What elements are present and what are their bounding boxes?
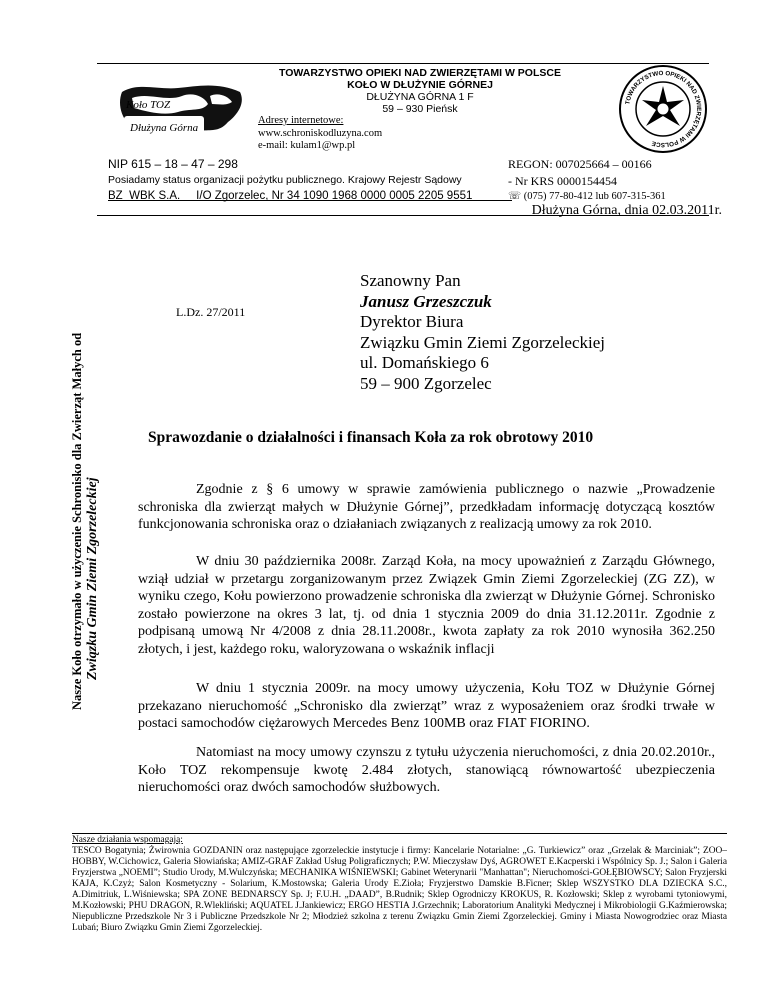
footer-sponsor-list: TESCO Bogatynia; Żwirownia GOZDANIN oraz następujące zgorzeleckie instytucje i firmy: Kancelarie Notarialne: „G. Turkiewicz” oraz „Grzelak & Marciniak”; ZOO–HOBBY, W.Cichowicz, Galeria Słowiańska; AMIZ-GRAF Zakład Usług Poligraficznych; P.W. Mieczysław Dyś, AGROWET E.Kacperski i Wspólnicy Sp. J.; Salon i Galeria Fryzjerstwa „NOEMI”; Studio Urody, M.Wulczyńska; MECHANIKA WIŚNIEWSKI; Gabinet Weterynarii "Manhattan"; Nieruchomości-GOŁĘBIOWSCY; Salon Fryzjerski KAJA, K.Czyż; Salon Kosmetyczny - Solarium, K.Mostowska; Galeria Urody E.Zioła; Fryzjerstwo Damskie B.Ficner; Sklep WSZYSTKO DLA DZIECKA S.C., A.Dimitriuk, L.Wiśniewska; SPA ZONE BEDNARSCY Sp. J; F.U.H. „DAAD”, B.Rudnik; Sklep Ogrodniczy KROKUS, R. Kozłowski; Sklep z wyrobami tytoniowymi, M.Kozłowski; PHU DRAGON, R.Wlekliński; AQUATEL J.Jankiewicz; ERGO HESTIA J.Grzechnik; Laboratorium Analityki Medycznej i Mikrobiologii G.Kaźmierowska; Niepubliczne Przedszkole Nr 3 i Publiczne Przedszkole Nr 2; Młodzież szkolna z terenu Związku Gmin Ziemi Zgorzeleckiej. Gminy i Miasta Nowogrodziec oraz Miasta Lubań; Biuro Związku Gmin Ziemi Zgorzeleckiej. [72, 846, 727, 933]
footer-sponsors [72, 835, 727, 934]
email-link[interactable]: e-mail: kulam1@wp.pl [258, 140, 356, 151]
logo-bottom-text: Dłużyna Górna [130, 122, 199, 134]
paragraph-3: W dniu 1 stycznia 2009r. na mocy umowy użyczenia, Kołu TOZ w Dłużynie Górnej przekazano nieruchomość „Schronisko dla zwierząt” wraz z wyposażeniem oraz środki trwałe w postaci samochodów ciężarowych Mercedes Benz 100MB oraz FIAT FIORINO. [138, 681, 715, 731]
web-label: Adresy internetowe: [258, 115, 344, 126]
recipient-city: 59 – 900 Zgorzelec [360, 373, 492, 393]
footer-heading: Nasze działania wspomagają: [72, 835, 183, 845]
recipient-name: Janusz Grzeszczuk [360, 291, 492, 311]
letter-date: Dłużyna Górna, dnia 02.03.2011r. [531, 203, 722, 218]
nip: NIP 615 – 18 – 47 – 298 [108, 157, 238, 171]
recipient-organization: Związku Gmin Ziemi Zgorzeleckiej [360, 332, 605, 352]
footer-rule [72, 833, 727, 834]
paragraph-4: Natomiast na mocy umowy czynszu z tytułu użyczenia nieruchomości, z dnia 20.02.2010r., Koło TOZ rekompensuje kwotę 2.484 złotych, stanowiącą równowartość ubezpieczenia nieruchomości oraz dwóch samochodów służbowych. [138, 745, 715, 795]
organization-header [250, 67, 590, 115]
paragraph-1: Zgodnie z § 6 umowy w sprawie zamówienia publicznego o nazwie „Prowadzenie schroniska dla zwierząt małych w Dłużynie Górnej”, przedkładam informację dotyczącą kosztów funkcjonowania schroniska oraz o działaniach związanych z realizacją umowy za rok 2010. [138, 482, 715, 532]
salutation: Szanowny Pan [360, 271, 461, 290]
side-note-line2: Związku Gmin Ziemi Zgorzeleckiej [85, 477, 100, 680]
web-addresses [258, 115, 382, 153]
recipient-street: ul. Domańskiego 6 [360, 353, 489, 372]
recipient-position: Dyrektor Biura [360, 312, 464, 331]
krs: - Nr KRS 0000154454 [508, 174, 618, 188]
recipient-address [360, 271, 605, 394]
bank-account: BZ WBK S.A. I/O Zgorzelec, Nr 34 1090 1968 0000 0005 2205 9551 [108, 190, 473, 202]
org-postal: 59 – 930 Pieńsk [382, 103, 458, 115]
header-mid-rule [108, 200, 512, 201]
public-benefit-status: Posiadamy status organizacji pożytku publicznego. Krajowy Rejestr Sądowy [108, 174, 462, 186]
org-name: TOWARZYSTWO OPIEKI NAD ZWIERZĘTAMI W POLSCE [279, 67, 561, 79]
website-link[interactable]: www.schroniskodluzyna.com [258, 127, 383, 139]
org-street: DŁUŻYNA GÓRNA 1 F [366, 91, 474, 103]
report-title: Sprawozdanie o działalności i finansach Koła za rok obrotowy 2010 [148, 429, 594, 446]
toz-seal-icon [618, 64, 708, 154]
phone: ☏ (075) 77-80-412 lub 607-315-361 [508, 191, 666, 202]
regon: REGON: 007025664 – 00166 [508, 157, 652, 171]
seal-text: TOWARZYSTWO OPIEKI NAD ZWIERZĘTAMI W POLSCE [624, 69, 703, 149]
koło-toz-logo [118, 82, 248, 142]
logo-top-text: Koło TOZ [126, 99, 171, 111]
side-note-line1: Nasze Koło otrzymało w użyczenie Schronisko dla Zwierząt Małych od [70, 332, 84, 710]
paragraph-2: W dniu 30 października 2008r. Zarząd Koła, na mocy upoważnień z Zarządu Głównego, wziął udział w przetargu zorganizowanym przez Związek Gmin Ziemi Zgorzeleckiej (ZG ZZ), w wyniku czego, Kołu powierzono prowadzenie schroniska dla zwierząt w Dłużynie Górnej. Schronisko zostało powierzone na okres 3 lat, tj. od dnia 1 stycznia 2009 do dnia 31.12.2011r. Zgodnie z podpisaną umową Nr 4/2008 z dnia 28.11.2008r., kwota zapłaty za rok 2010 wynosiła 362.250 złotych, i jest, każdego roku, waloryzowana o wskaźnik inflacji [138, 554, 715, 657]
branch-name: KOŁO W DŁUŻYNIE GÓRNEJ [347, 79, 493, 91]
reference-number: L.Dz. 27/2011 [176, 305, 246, 319]
